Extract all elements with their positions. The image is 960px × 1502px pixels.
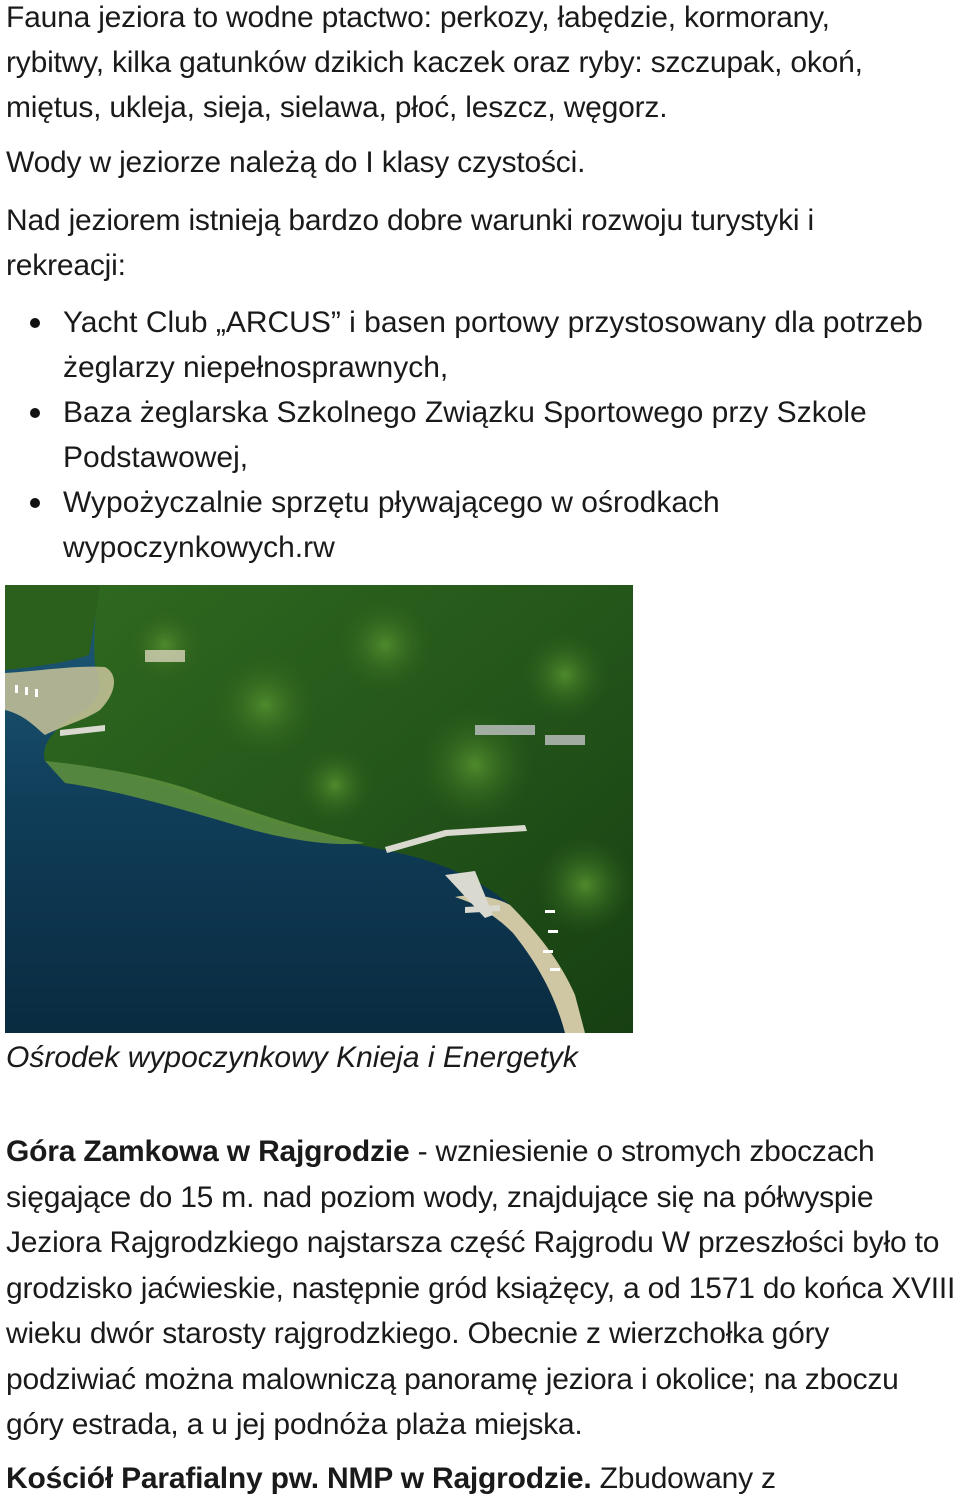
intro-line-2: rybitwy, kilka gatunków dzikich kaczek oraz ryby: szczupak, okoń, xyxy=(6,46,863,79)
intro-line-4: Wody w jeziorze należą do I klasy czystości. xyxy=(6,146,586,179)
intro-line-3: miętus, ukleja, sieja, sielawa, płoć, leszcz, węgorz. xyxy=(6,91,668,124)
intro-line-6: rekreacji: xyxy=(6,249,126,282)
bullet-icon xyxy=(30,318,40,328)
gora-zamkowa-paragraph xyxy=(6,1129,960,1448)
kosciol-paragraph xyxy=(6,1456,960,1502)
bullet-icon xyxy=(30,408,40,418)
intro-line-5: Nad jeziorem istnieją bardzo dobre warunki rozwoju turystyki i xyxy=(6,204,814,237)
photo-caption: Ośrodek wypoczynkowy Knieja i Energetyk xyxy=(6,1041,578,1074)
list-item-text: Wypożyczalnie sprzętu pływającego w ośrodkach wypoczynkowych.rw xyxy=(63,486,720,564)
list-item xyxy=(0,390,923,480)
kosciol-text: Zbudowany z xyxy=(591,1462,776,1495)
list-item xyxy=(0,300,923,390)
aerial-lake-photo xyxy=(5,585,633,1033)
list-item-text: Baza żeglarska Szkolnego Związku Sportowego przy Szkole Podstawowej, xyxy=(63,396,867,474)
kosciol-heading: Kościół Parafialny pw. NMP w Rajgrodzie. xyxy=(6,1462,592,1495)
list-item xyxy=(0,480,923,570)
bullet-icon xyxy=(30,498,40,508)
intro-line-1: Fauna jeziora to wodne ptactwo: perkozy, łabędzie, kormorany, xyxy=(6,1,830,34)
gora-zamkowa-text: - wzniesienie o stromych zboczach sięgające do 15 m. nad poziom wody, znajdujące się na półwyspie Jeziora Rajgrodzkiego najstarsza część Rajgrodu W przeszłości było to grodzisko jaćwieskie, następnie gród książęcy, a od 1571 do końca XVIII wieku dwór starosty rajgrodzkiego. Obecnie z wierzchołka góry podziwiać można malowniczą panoramę jeziora i okolice; na zboczu góry estrada, a u jej podnóża plaża miejska. xyxy=(6,1135,956,1441)
recreation-list xyxy=(0,300,960,570)
list-item-text: Yacht Club „ARCUS” i basen portowy przystosowany dla potrzeb żeglarzy niepełnosprawnych, xyxy=(63,306,923,384)
gora-zamkowa-heading: Góra Zamkowa w Rajgrodzie xyxy=(6,1135,410,1168)
